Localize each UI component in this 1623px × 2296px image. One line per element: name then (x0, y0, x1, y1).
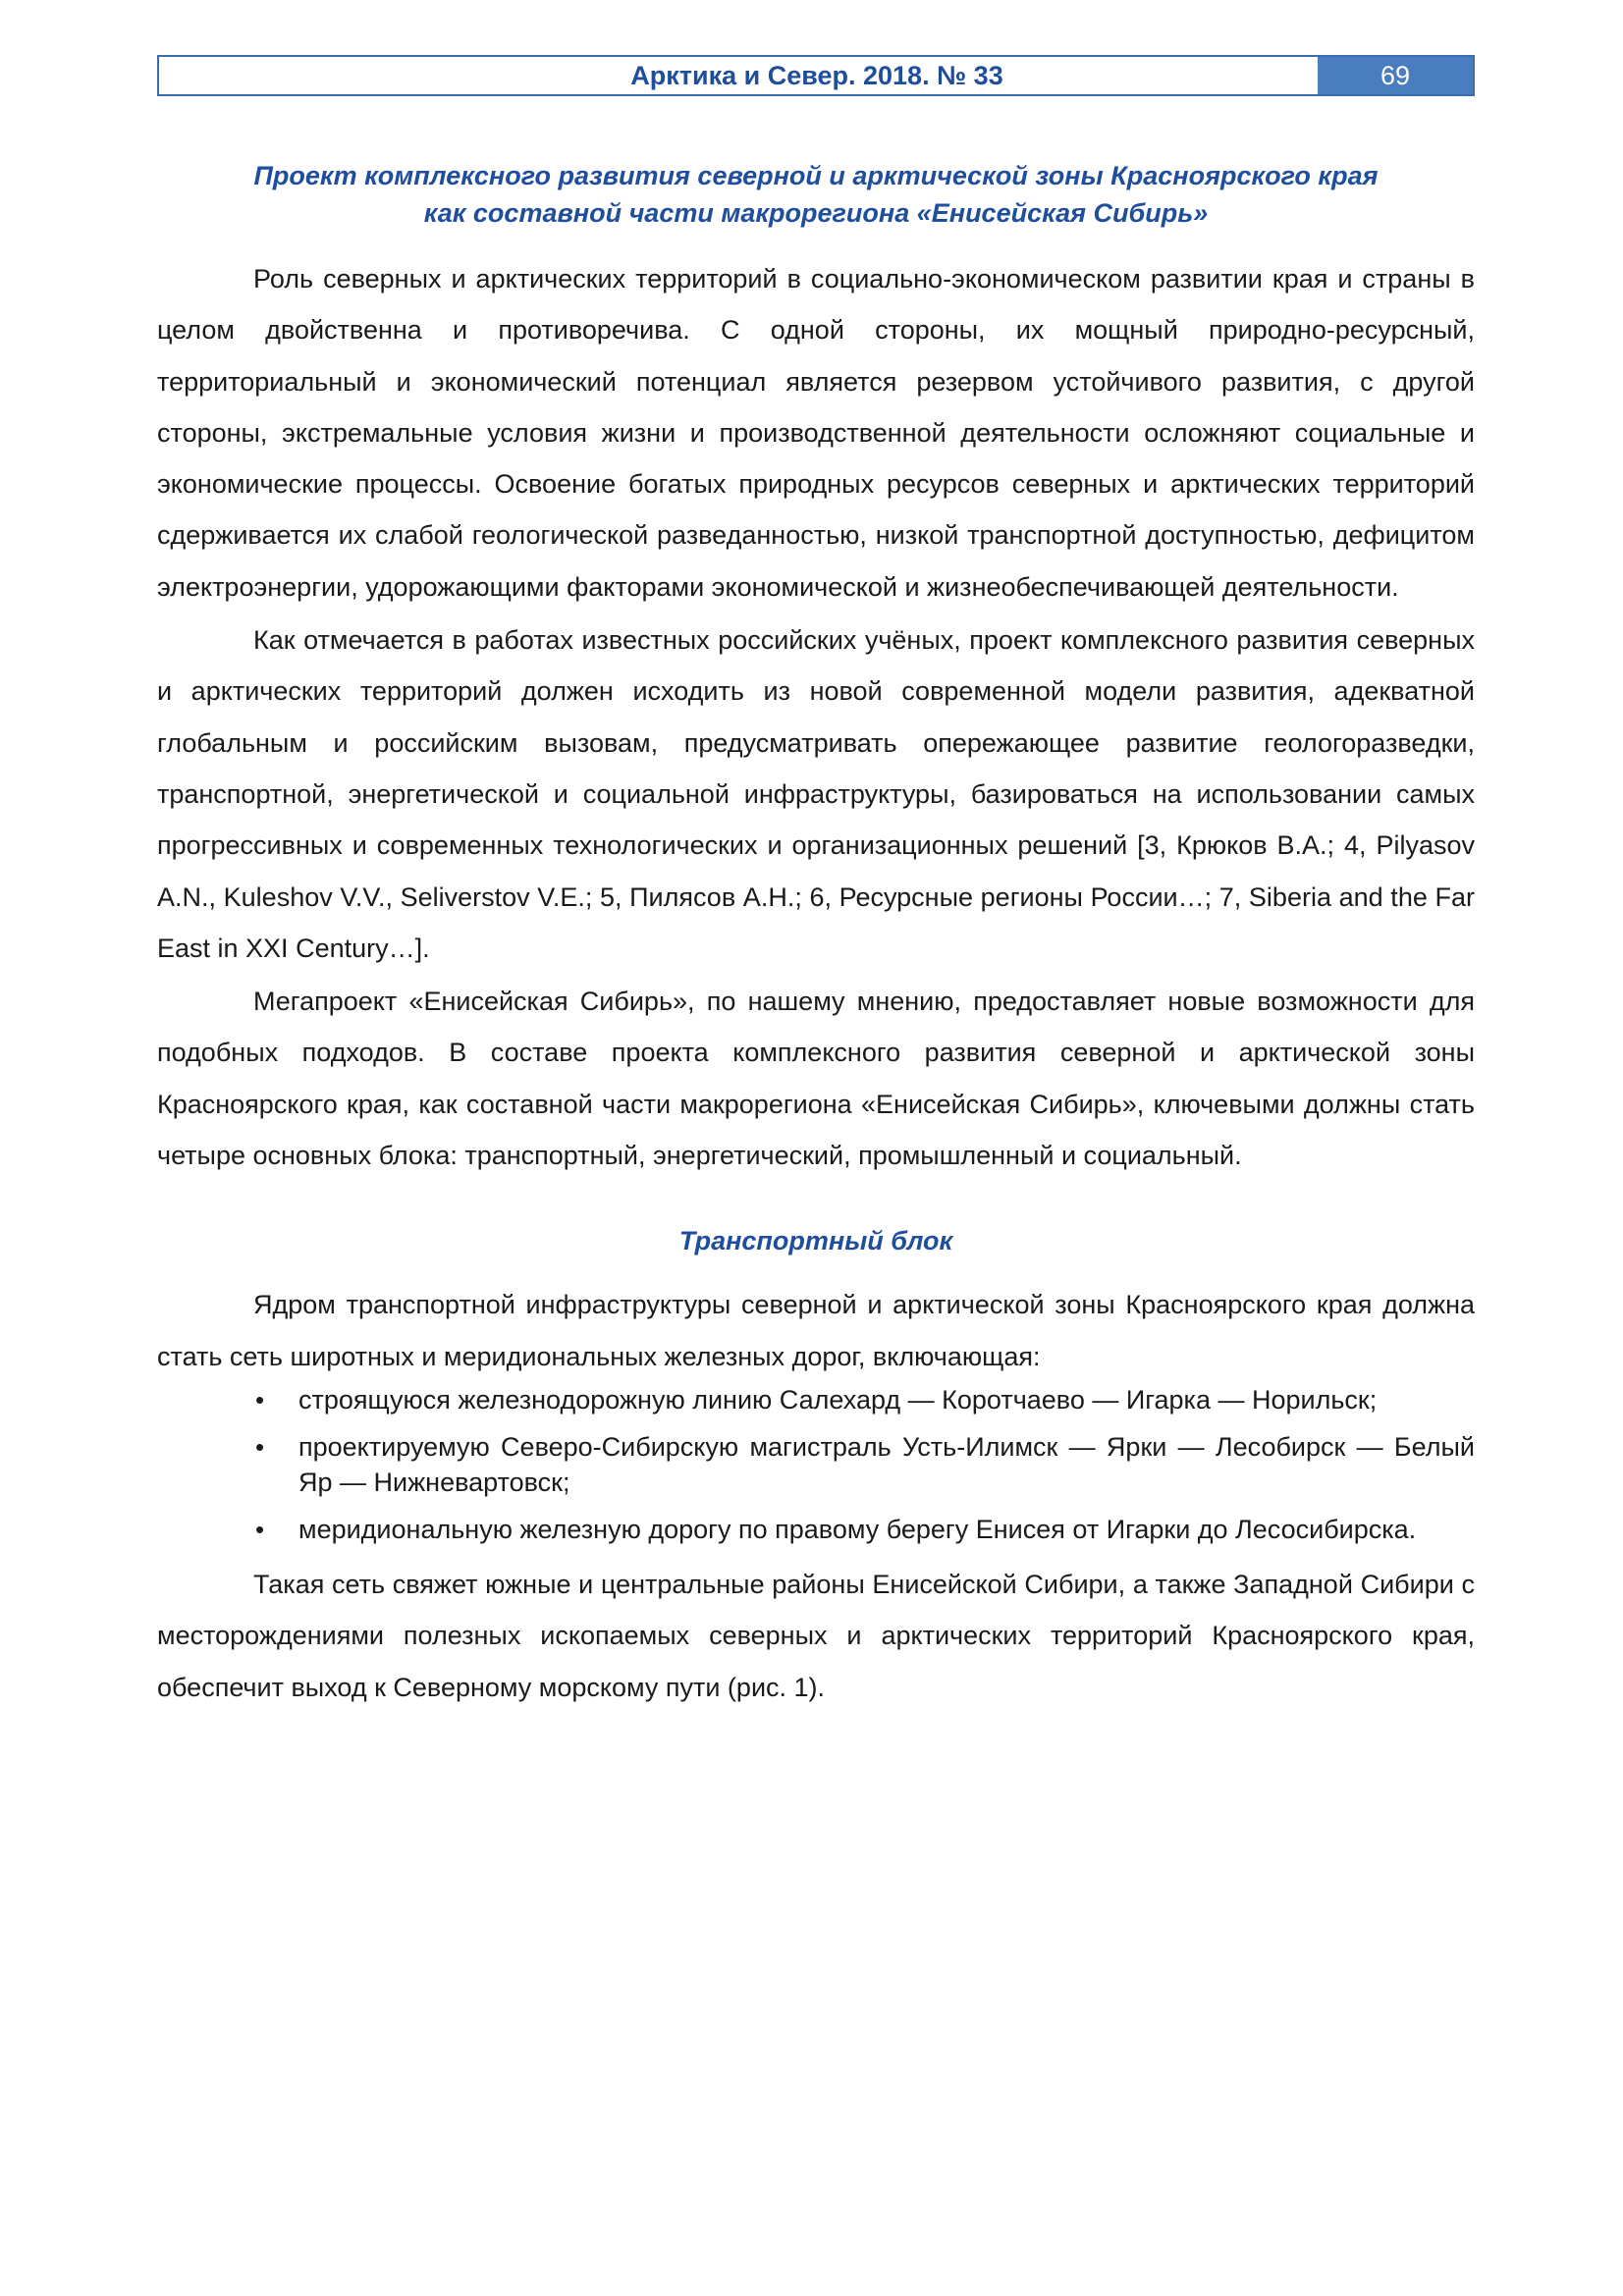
bullet-icon: • (255, 1384, 265, 1415)
page-content (157, 157, 1475, 1713)
bullet-icon: • (255, 1514, 265, 1544)
section-heading: Транспортный блок (678, 1226, 953, 1256)
section-intro-paragraph: Ядром транспортной инфраструктуры северной и арктической зоны Красноярского края должна стать сеть широтных и меридиональных железных дорог, включающая: (157, 1290, 1475, 1371)
article-title-line-2: как составной части макрорегиона «Енисейская Сибирь» (423, 198, 1209, 228)
paragraph-1: Роль северных и арктических территорий в социально-экономическом развитии края и страны в целом двойственна и противоречива. С одной стороны, их мощный природно-ресурсный, территориальный и экономический потенциал является резервом устойчивого развития, с другой стороны, экстремальные условия жизни и производственной деятельности осложняют социальные и экономические процессы. Освоение богатых природных ресурсов северных и арктических территорий сдерживается их слабой геологической разведанностью, низкой транспортной доступностью, дефицитом электроэнергии, удорожающими факторами экономической и жизнеобеспечивающей деятельности. (157, 264, 1475, 602)
paragraph-3: Мегапроект «Енисейская Сибирь», по нашему мнению, предоставляет новые возможности для подобных подходов. В составе проекта комплексного развития северной и арктической зоны Красноярского края, как составной части макрорегиона «Енисейская Сибирь», ключевыми должны стать четыре основных блока: транспортный, энергетический, промышленный и социальный. (157, 987, 1475, 1171)
list-item-text: проектируемую Северо-Сибирскую магистраль Усть-Илимск — Ярки — Лесобирск — Белый Яр — Нижневартовск; (298, 1431, 1475, 1497)
railway-list (157, 1382, 1475, 1547)
list-item (157, 1512, 1475, 1547)
article-title-line-1: Проект комплексного развития северной и арктической зоны Красноярского края (253, 161, 1379, 190)
list-item (157, 1382, 1475, 1417)
running-header (157, 55, 1475, 96)
paragraph-2: Как отмечается в работах известных российских учёных, проект комплексного развития северных и арктических территорий должен исходить из новой современной модели развития, адекватной глобальным и российским вызовам, предусматривать опережающее развитие геологоразведки, транспортной, энергетической и социальной инфраструктуры, базироваться на использовании самых прогрессивных и современных технологических и организационных решений [3, Крюков В.А.; 4, Pilyasov A.N., Kuleshov V.V., Seliverstov V.E.; 5, Пилясов А.Н.; 6, Ресурсные регионы России…; 7, Siberia and the Far East in XXI Century…]. (157, 625, 1475, 963)
list-item-text: меридиональную железную дорогу по правому берегу Енисея от Игарки до Лесосибирска. (298, 1514, 1417, 1544)
article-title (157, 157, 1475, 232)
bullet-icon: • (255, 1431, 265, 1462)
list-item-text: строящуюся железнодорожную линию Салехард — Коротчаево — Игарка — Норильск; (298, 1384, 1378, 1415)
page-number: 69 (1318, 57, 1473, 94)
journal-title: Арктика и Север. 2018. № 33 (630, 60, 1003, 90)
list-item (157, 1429, 1475, 1500)
section-closing-paragraph: Такая сеть свяжет южные и центральные районы Енисейской Сибири, а также Западной Сибири с месторождениями полезных ископаемых северных и арктических территорий Красноярского края, обеспечит выход к Северному морскому пути (рис. 1). (157, 1569, 1475, 1702)
